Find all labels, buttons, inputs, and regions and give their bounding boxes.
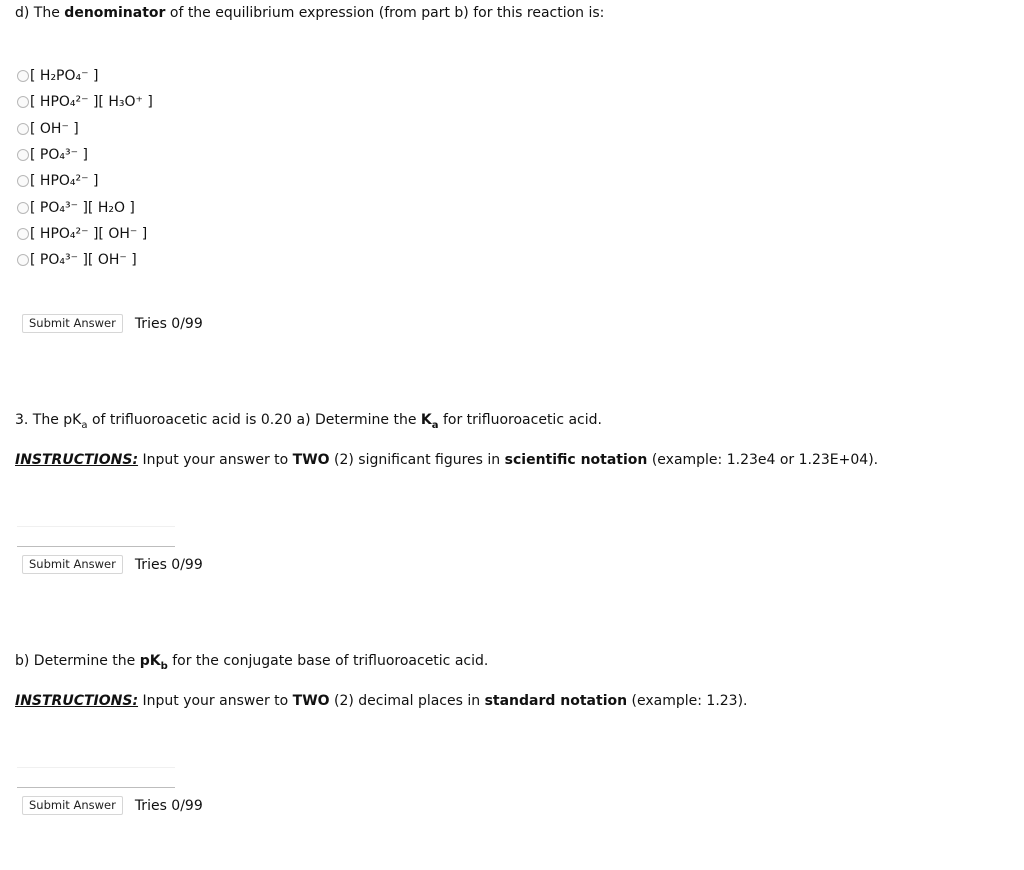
submit-answer-button[interactable]: Submit Answer: [22, 314, 123, 333]
q3a-text-2: of trifluoroacetic acid is 0.20 a) Determine the: [87, 412, 421, 428]
radio-button[interactable]: [17, 149, 29, 161]
option-label: [ HPO₄²⁻ ][ OH⁻ ]: [30, 225, 148, 242]
option-label: [ HPO₄²⁻ ]: [30, 173, 99, 190]
q3a-ka-bold: [420, 412, 439, 431]
q3a-ka-letter: K: [420, 412, 432, 428]
q3b-text-3: for the conjugate base of trifluoroacetic acid.: [167, 653, 489, 669]
option-hpo4-h3o[interactable]: [17, 89, 153, 115]
part-d-submit-row: [22, 314, 203, 333]
radio-button[interactable]: [17, 70, 29, 82]
part-d-bold-term: denominator: [64, 5, 166, 21]
part-d-prefix: d) The: [15, 5, 65, 21]
radio-button[interactable]: [17, 123, 29, 135]
q3b-pkb-subscript: b: [160, 660, 168, 672]
option-hpo4[interactable]: [17, 168, 153, 194]
tries-counter: Tries 0/99: [134, 315, 203, 332]
q3b-instructions: [15, 693, 748, 709]
q3a-pka-subscript: a: [81, 419, 88, 431]
option-label: [ PO₄³⁻ ][ OH⁻ ]: [30, 252, 137, 269]
q3b-answer-input[interactable]: [17, 767, 175, 788]
instructions-label: INSTRUCTIONS:: [15, 693, 139, 709]
q3b-question: [15, 653, 489, 672]
instr-notation: standard notation: [484, 693, 628, 709]
instr-text-1: Input your answer to: [138, 693, 293, 709]
option-label: [ H₂PO₄⁻ ]: [30, 68, 99, 85]
instr-two: TWO: [292, 452, 330, 468]
tries-counter: Tries 0/99: [134, 797, 203, 814]
q3a-answer-input[interactable]: [17, 526, 175, 547]
q3b-text-1: b) Determine the: [15, 653, 140, 669]
instr-text-1: Input your answer to: [138, 452, 293, 468]
radio-button[interactable]: [17, 175, 29, 187]
option-h2po4[interactable]: [17, 63, 153, 89]
q3a-ka-subscript: a: [431, 419, 439, 431]
instr-text-2: (2) significant figures in: [329, 452, 505, 468]
submit-answer-button[interactable]: Submit Answer: [22, 555, 123, 574]
instr-text-3: (example: 1.23e4 or 1.23E+04).: [647, 452, 879, 468]
radio-button[interactable]: [17, 254, 29, 266]
radio-button[interactable]: [17, 96, 29, 108]
instructions-label: INSTRUCTIONS:: [15, 452, 139, 468]
option-label: [ PO₄³⁻ ][ H₂O ]: [30, 199, 135, 216]
instr-notation: scientific notation: [504, 452, 648, 468]
option-label: [ HPO₄²⁻ ][ H₃O⁺ ]: [30, 94, 153, 111]
submit-answer-button[interactable]: Submit Answer: [22, 796, 123, 815]
q3b-pkb-bold: [139, 653, 168, 672]
option-po4-h2o[interactable]: [17, 194, 153, 220]
answer-options: [17, 63, 153, 273]
q3a-question: [15, 412, 602, 431]
option-po4-oh[interactable]: [17, 247, 153, 273]
q3a-submit-row: [22, 555, 203, 574]
q3b-submit-row: [22, 796, 203, 815]
q3a-instructions: [15, 452, 878, 468]
part-d-suffix: of the equilibrium expression (from part b) for this reaction is:: [165, 5, 605, 21]
radio-button[interactable]: [17, 228, 29, 240]
option-hpo4-oh[interactable]: [17, 221, 153, 247]
q3a-text-1: 3. The pK: [15, 412, 82, 428]
q3b-pk-letters: pK: [139, 653, 161, 669]
option-po4[interactable]: [17, 142, 153, 168]
option-label: [ PO₄³⁻ ]: [30, 147, 88, 164]
instr-text-3: (example: 1.23).: [627, 693, 748, 709]
option-oh[interactable]: [17, 116, 153, 142]
instr-text-2: (2) decimal places in: [329, 693, 485, 709]
tries-counter: Tries 0/99: [134, 556, 203, 573]
instr-two: TWO: [292, 693, 330, 709]
part-d-question: [15, 5, 604, 21]
q3a-text-4: for trifluoroacetic acid.: [438, 412, 602, 428]
option-label: [ OH⁻ ]: [30, 120, 79, 137]
radio-button[interactable]: [17, 202, 29, 214]
